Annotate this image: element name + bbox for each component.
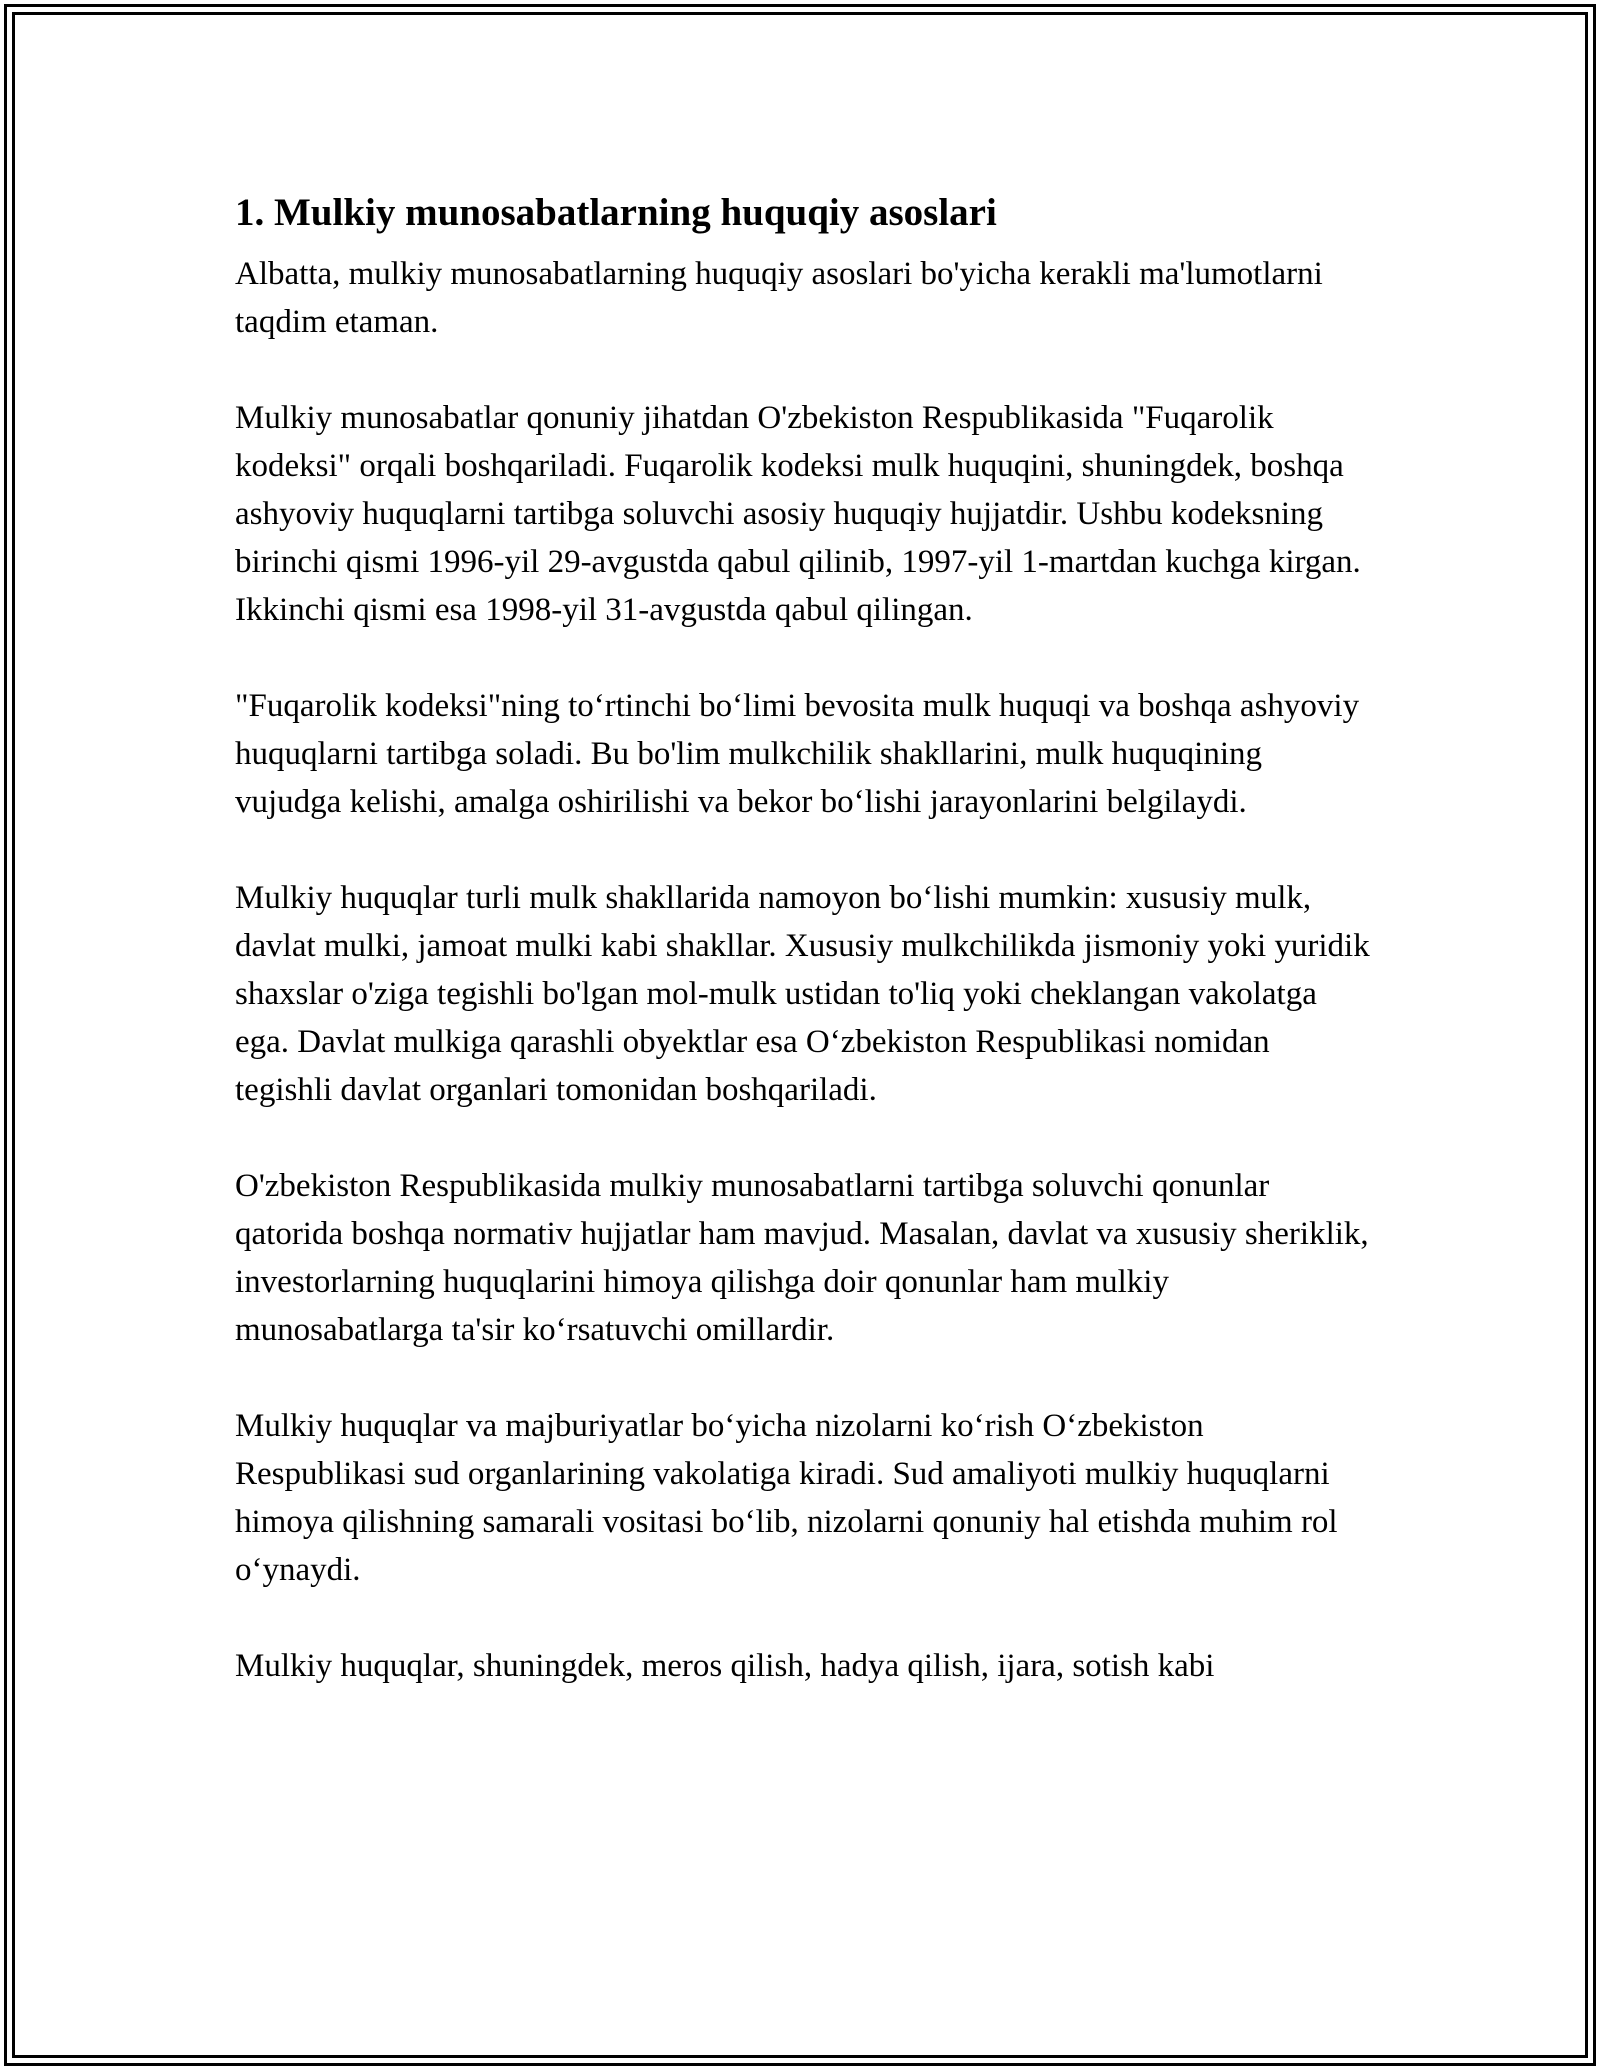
document-body bbox=[235, 186, 1375, 1738]
paragraph-civil-code: Mulkiy munosabatlar qonuniy jihatdan O'zbekiston Respublikasida "Fuqarolik kodeksi" orqali boshqariladi. Fuqarolik kodeksi mulk huquqini, shuningdek, boshqa ashyoviy huquqlarni tartibga soluvchi asosiy huquqiy hujjatdir. Ushbu kodeksning birinchi qismi 1996-yil 29-avgustda qabul qilinib, 1997-yil 1-martdan kuchga kirgan. Ikkinchi qismi esa 1998-yil 31-avgustda qabul qilingan. bbox=[235, 400, 1361, 628]
paragraph-disputes: Mulkiy huquqlar va majburiyatlar bo‘yicha nizolarni ko‘rish O‘zbekiston Respublikasi sud organlarining vakolatiga kiradi. Sud amaliyoti mulkiy huquqlarni himoya qilishning samarali vositasi bo‘lib, nizolarni qonuniy hal etishda muhim rol o‘ynaydi. bbox=[235, 1408, 1338, 1588]
paragraph-intro: Albatta, mulkiy munosabatlarning huquqiy asoslari bo'yicha kerakli ma'lumotlarni taqdim etaman. bbox=[235, 256, 1323, 340]
paragraph-fourth-section: "Fuqarolik kodeksi"ning to‘rtinchi bo‘limi bevosita mulk huquqi va boshqa ashyoviy huquqlarni tartibga soladi. Bu bo'lim mulkchilik shakllarini, mulk huquqining vujudga kelishi, amalga oshirilishi va bekor bo‘lishi jarayonlarini belgilaydi. bbox=[235, 688, 1360, 820]
paragraph-property-forms: Mulkiy huquqlar turli mulk shakllarida namoyon bo‘lishi mumkin: xususiy mulk, davlat mulki, jamoat mulki kabi shakllar. Xususiy mulkchilikda jismoniy yoki yuridik shaxslar o'ziga tegishli bo'lgan mol-mulk ustidan to'liq yoki cheklangan vakolatga ega. Davlat mulkiga qarashli obyektlar esa O‘zbekiston Respublikasi nomidan tegishli davlat organlari tomonidan boshqariladi. bbox=[235, 880, 1370, 1108]
paragraph-normative-acts: O'zbekiston Respublikasida mulkiy munosabatlarni tartibga soluvchi qonunlar qatorida boshqa normativ hujjatlar ham mavjud. Masalan, davlat va xususiy sheriklik, investorlarning huquqlarini himoya qilishga doir qonunlar ham mulkiy munosabatlarga ta'sir ko‘rsatuvchi omillardir. bbox=[235, 1168, 1369, 1348]
paragraph-transactions: Mulkiy huquqlar, shuningdek, meros qilish, hadya qilish, ijara, sotish kabi bbox=[235, 1648, 1215, 1684]
document-title: 1. Mulkiy munosabatlarning huquqiy asoslari bbox=[235, 191, 997, 234]
